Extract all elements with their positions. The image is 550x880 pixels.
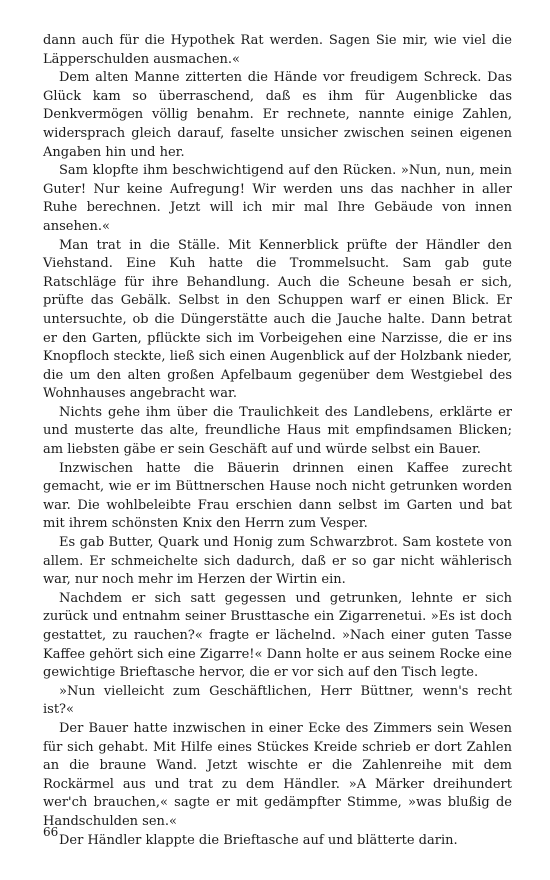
paragraph: Man trat in die Ställe. Mit Kennerblick prüfte der Händler den Viehstand. Eine Kuh hatte die Trommelsucht. Sam gab gute Ratschläge für ihre Behandlung. Auch die Scheune besah er sich, prüfte das Gebälk. Selbst in den Schuppen warf er einen Blick. Er untersuchte, ob die Düngerstätte auch die Jauche halte. Dann betrat er den Garten, pflückte sich im Vorbeigehen eine Narzisse, die er ins Knopfloch steckte, ließ sich einen Augenblick auf der Holzbank nieder, die um den alten großen Apfelbaum gegenüber dem Westgiebel des Wohnhauses angebracht war. <box>43 237 512 402</box>
paragraph: Inzwischen hatte die Bäuerin drinnen einen Kaffee zurecht gemacht, wie er im Büttnerschen Hause noch nicht getrunken worden war. Die wohlbeleibte Frau erschien dann selbst im Garten und bat mit ihrem schönsten Knix den Herrn zum Vesper. <box>43 460 512 532</box>
paragraph: Sam klopfte ihm beschwichtigend auf den Rücken. »Nun, nun, mein Guter! Nur keine Aufregung! Wir werden uns das nachher in aller Ruhe berechnen. Jetzt will ich mir mal Ihre Gebäude von innen ansehen.« <box>43 163 512 234</box>
paragraph: Der Händler klappte die Brieftasche auf und blätterte darin. <box>59 832 458 848</box>
paragraph: dann auch für die Hypothek Rat werden. Sagen Sie mir, wie viel die Läpperschulden ausmachen.« <box>43 33 512 67</box>
page-number: 66 <box>43 825 59 839</box>
paragraph: »Nun vielleicht zum Geschäftlichen, Herr Büttner, wenn's recht ist?« <box>43 683 512 718</box>
paragraph: Dem alten Manne zitterten die Hände vor freudigem Schreck. Das Glück kam so überraschend, daß es ihm für Augenblicke das Denkvermögen völlig benahm. Er rechnete, nannte einige Zahlen, widersprach gleich darauf, faselte unsicher zwischen seinen eigenen Angaben hin und her. <box>43 70 512 160</box>
paragraph: Der Bauer hatte inzwischen in einer Ecke des Zimmers sein Wesen für sich gehabt. Mit Hilfe eines Stückes Kreide schrieb er dort Zahlen an die braune Wand. Jetzt wischte er die Zahlenreihe mit dem Rockärmel aus und trat zu dem Händler. »A Märker dreihundert wer'ch brauchen,« sagte er mit gedämpfter Stimme, »was blußig de Handschulden sen.« <box>43 720 512 829</box>
paragraph: Nachdem er sich satt gegessen und getrunken, lehnte er sich zurück und entnahm seiner Brusttasche ein Zigarrenetui. »Es ist doch gestattet, zu rauchen?« fragte er lächelnd. »Nach einer guten Tasse Kaffee gehört sich eine Zigarre!« Dann holte er aus seinem Rocke eine gewichtige Brieftasche hervor, die er vor sich auf den Tisch legte. <box>43 590 512 681</box>
paragraph: Nichts gehe ihm über die Traulichkeit des Landlebens, erklärte er und musterte das alte, freundliche Haus mit empfindsamen Blicken; am liebsten gäbe er sein Geschäft auf und würde selbst ein Bauer. <box>43 404 512 458</box>
paragraph: Es gab Butter, Quark und Honig zum Schwarzbrot. Sam kostete von allem. Er schmeichelte sich dadurch, daß er so gar nicht wählerisch war, nur noch mehr im Herzen der Wirtin ein. <box>43 535 512 588</box>
page-body <box>43 32 512 850</box>
